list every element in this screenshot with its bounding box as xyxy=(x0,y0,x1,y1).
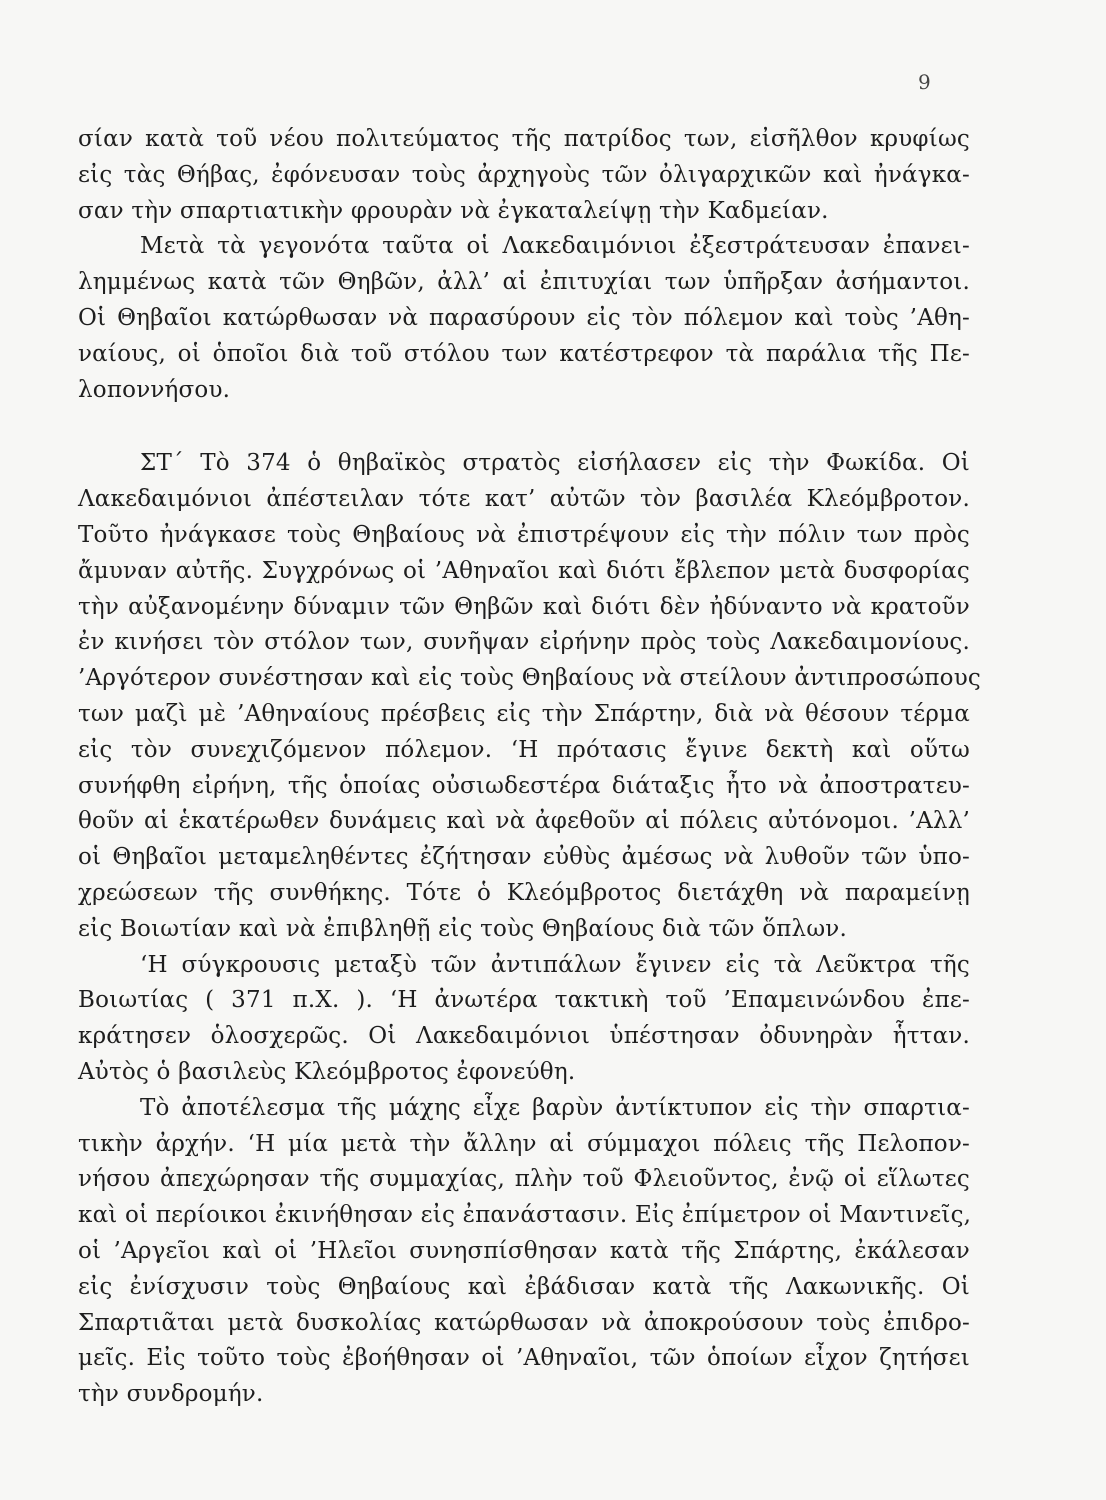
text-line: Λακεδαιμόνιοι ἀπέστειλαν τότε κατ’ αὐτῶν τὸν βασιλέα Κλεόμβροτον. xyxy=(78,486,970,513)
page-number: 9 xyxy=(918,70,931,94)
paragraph-5 xyxy=(78,1091,970,1413)
text-line: λημμένως κατὰ τῶν Θηβῶν, ἀλλ’ αἱ ἐπιτυχίαι των ὑπῆρξαν ἀσήμαντοι. xyxy=(78,269,970,296)
text-line: των μαζὶ μὲ ’Αθηναίους πρέσβεις εἰς τὴν Σπάρτην, διὰ νὰ θέσουν τέρμα xyxy=(78,700,970,727)
text-line: εἰς τὸν συνεχιζόμενον πόλεμον. ‘Η πρότασις ἔγινε δεκτὴ καὶ οὕτω xyxy=(78,736,970,763)
text-line: ‘Η σύγκρουσις μεταξὺ τῶν ἀντιπάλων ἔγινεν εἰς τὰ Λεῦκτρα τῆς xyxy=(140,951,970,978)
text-line: συνήφθη εἰρήνη, τῆς ὁποίας οὐσιωδεστέρα διάταξις ἦτο νὰ ἀποστρατευ- xyxy=(78,772,970,799)
text-line: λοποννήσου. xyxy=(78,376,231,403)
text-line: ἄμυναν αὐτῆς. Συγχρόνως οἱ ’Αθηναῖοι καὶ διότι ἔβλεπον μετὰ δυσφορίας xyxy=(78,557,970,584)
paragraph-4 xyxy=(78,948,970,1091)
body-text xyxy=(78,122,981,1413)
text-line: εἰς ἐνίσχυσιν τοὺς Θηβαίους καὶ ἐβάδισαν κατὰ τῆς Λακωνικῆς. Οἱ xyxy=(78,1273,970,1300)
text-line: ΣΤ΄ Τὸ 374 ὁ θηβαϊκὸς στρατὸς εἰσήλασεν εἰς τὴν Φωκίδα. Οἱ xyxy=(140,450,970,477)
text-line: θοῦν αἱ ἑκατέρωθεν δυνάμεις καὶ νὰ ἀφεθοῦν αἱ πόλεις αὐτόνομοι. ’Αλλ’ xyxy=(78,808,970,835)
text-line: κράτησεν ὁλοσχερῶς. Οἱ Λακεδαιμόνιοι ὑπέστησαν ὀδυνηρὰν ἧτταν. xyxy=(78,1023,970,1050)
text-line: ναίους, οἱ ὁποῖοι διὰ τοῦ στόλου των κατέστρεφον τὰ παράλια τῆς Πε- xyxy=(78,340,970,367)
text-line: μεῖς. Εἰς τοῦτο τοὺς ἐβοήθησαν οἱ ’Αθηναῖοι, τῶν ὁποίων εἶχον ζητήσει xyxy=(78,1345,970,1372)
text-line: Τοῦτο ἠνάγκασε τοὺς Θηβαίους νὰ ἐπιστρέψουν εἰς τὴν πόλιν των πρὸς xyxy=(78,521,970,548)
text-line: ἐν κινήσει τὸν στόλον των, συνῆψαν εἰρήνην πρὸς τοὺς Λακεδαιμονίους. xyxy=(78,629,970,656)
text-line: Μετὰ τὰ γεγονότα ταῦτα οἱ Λακεδαιμόνιοι ἐξεστράτευσαν ἐπανει- xyxy=(140,233,970,260)
paragraph-3 xyxy=(78,446,981,947)
text-line: εἰς τὰς Θήβας, ἐφόνευσαν τοὺς ἀρχηγοὺς τῶν ὀλιγαρχικῶν καὶ ἠνάγκα- xyxy=(78,161,970,188)
text-line: καὶ οἱ περίοικοι ἐκινήθησαν εἰς ἐπανάστασιν. Εἰς ἐπίμετρον οἱ Μαντινεῖς, xyxy=(78,1202,972,1229)
text-line: σαν τὴν σπαρτιατικὴν φρουρὰν νὰ ἐγκαταλείψῃ τὴν Καδμείαν. xyxy=(78,197,829,224)
text-line: οἱ Θηβαῖοι μεταμεληθέντες ἐζήτησαν εὐθὺς ἀμέσως νὰ λυθοῦν τῶν ὑπο- xyxy=(78,844,970,871)
text-line: Βοιωτίας ( 371 π.Χ. ). ‘Η ἀνωτέρα τακτικὴ τοῦ ’Επαμεινώνδου ἐπε- xyxy=(78,987,970,1014)
text-line: οἱ ’Αργεῖοι καὶ οἱ ’Ηλεῖοι συνησπίσθησαν κατὰ τῆς Σπάρτης, ἐκάλεσαν xyxy=(78,1237,970,1264)
text-line: τικὴν ἀρχήν. ‘Η μία μετὰ τὴν ἄλλην αἱ σύμμαχοι πόλεις τῆς Πελοπον- xyxy=(78,1130,970,1157)
paragraph-2 xyxy=(78,229,970,408)
text-line: σίαν κατὰ τοῦ νέου πολιτεύματος τῆς πατρίδος των, εἰσῆλθον κρυφίως xyxy=(78,126,970,152)
text-line: χρεώσεων τῆς συνθήκης. Τότε ὁ Κλεόμβροτος διετάχθη νὰ παραμείνῃ xyxy=(78,879,970,906)
text-line: Οἱ Θηβαῖοι κατώρθωσαν νὰ παρασύρουν εἰς τὸν πόλεμον καὶ τοὺς ’Αθη- xyxy=(78,304,970,331)
text-line: τὴν συνδρομήν. xyxy=(78,1381,264,1408)
text-line: Σπαρτιᾶται μετὰ δυσκολίας κατώρθωσαν νὰ ἀποκρούσουν τοὺς ἐπιδρο- xyxy=(78,1309,970,1336)
text-line: εἰς Βοιωτίαν καὶ νὰ ἐπιβληθῇ εἰς τοὺς Θηβαίους διὰ τῶν ὅπλων. xyxy=(78,915,847,942)
text-line: τὴν αὐξανομένην δύναμιν τῶν Θηβῶν καὶ διότι δὲν ἠδύναντο νὰ κρατοῦν xyxy=(78,593,970,620)
paragraph-1 xyxy=(78,122,970,229)
text-line: ’Αργότερον συνέστησαν καὶ εἰς τοὺς Θηβαίους νὰ στείλουν ἀντιπροσώπους xyxy=(78,665,981,692)
text-line: Αὐτὸς ὁ βασιλεὺς Κλεόμβροτος ἐφονεύθη. xyxy=(78,1058,576,1085)
text-line: Τὸ ἀποτέλεσμα τῆς μάχης εἶχε βαρὺν ἀντίκτυπον εἰς τὴν σπαρτια- xyxy=(140,1094,970,1121)
text-line: νήσου ἀπεχώρησαν τῆς συμμαχίας, πλὴν τοῦ Φλειοῦντος, ἐνῷ οἱ εἵλωτες xyxy=(78,1166,970,1193)
